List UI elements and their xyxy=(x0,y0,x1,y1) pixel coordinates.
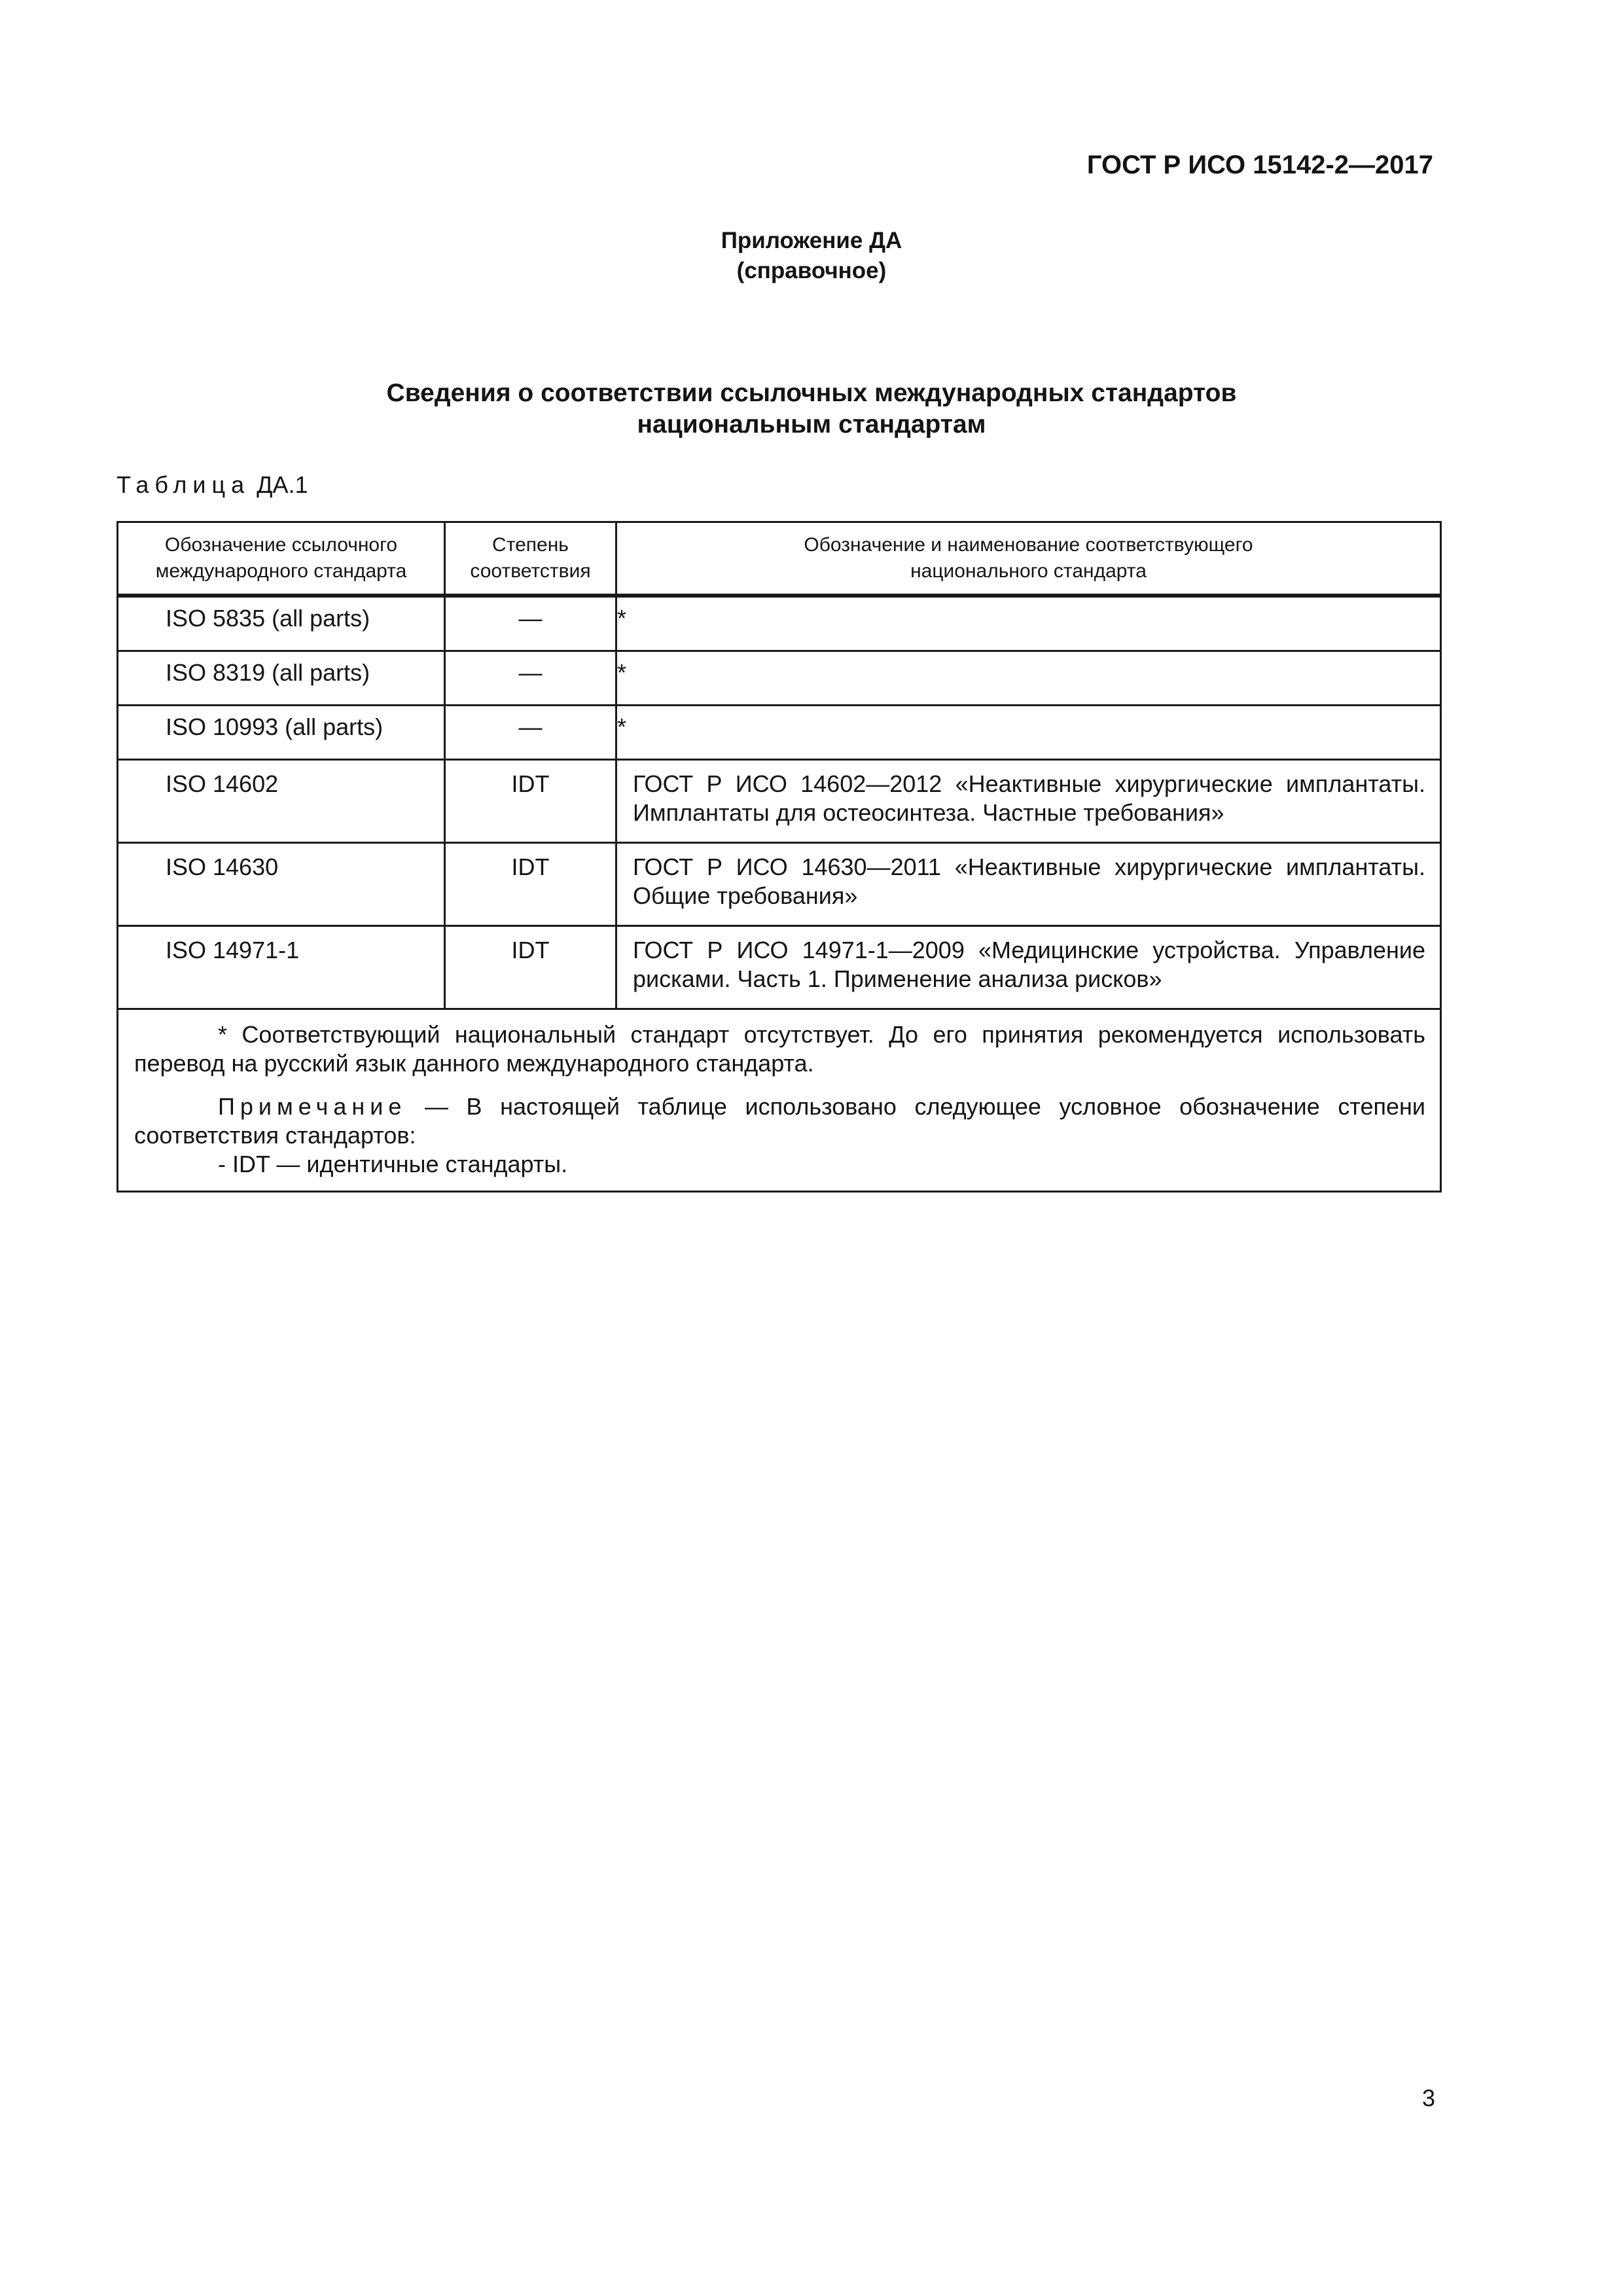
header-international-standard: Обозначение ссылочного международного стандарта xyxy=(118,522,445,596)
cell-national-standard: * xyxy=(616,706,1441,760)
table-caption xyxy=(116,471,308,499)
cell-degree: IDT xyxy=(445,926,616,1009)
table-row xyxy=(118,596,1441,651)
note-item: - IDT — идентичные стандарты. xyxy=(218,1151,568,1177)
table-footnote: * Соответствующий национальный стандарт отсутствует. До его принятия рекомендуется использовать перевод на русский язык данного международного стандарта. xyxy=(134,1021,1425,1077)
header-national-standard: Обозначение и наименование соответствующего национального стандарта xyxy=(616,522,1441,596)
cell-national-standard: * xyxy=(616,596,1441,651)
table-row xyxy=(118,843,1441,926)
table-row xyxy=(118,926,1441,1009)
table-row xyxy=(118,760,1441,843)
cell-international-standard: ISO 8319 (all parts) xyxy=(118,651,445,706)
table-notes xyxy=(118,1009,1441,1192)
cell-international-standard: ISO 14630 xyxy=(118,843,445,926)
cell-national-standard: ГОСТ Р ИСО 14602—2012 «Неактивные хирургические имплантаты. Имплантаты для остеосинтеза. Частные требования» xyxy=(616,760,1441,843)
cell-degree: — xyxy=(445,651,616,706)
table-row xyxy=(118,706,1441,760)
cell-national-standard: * xyxy=(616,651,1441,706)
appendix-kind: (справочное) xyxy=(736,258,887,283)
note-text: — В настоящей таблице использовано следующее условное обозначение степени соответствия стандартов: xyxy=(134,1093,1425,1149)
cell-degree: IDT xyxy=(445,843,616,926)
cell-national-standard: ГОСТ Р ИСО 14630—2011 «Неактивные хирургические имплантаты. Общие требования» xyxy=(616,843,1441,926)
note-label: Примечание xyxy=(218,1093,407,1120)
page-number: 3 xyxy=(1421,2085,1435,2111)
section-heading-line1: Сведения о соответствии ссылочных международных стандартов xyxy=(386,379,1237,407)
cell-international-standard: ISO 10993 (all parts) xyxy=(118,706,445,760)
cell-national-standard: ГОСТ Р ИСО 14971-1—2009 «Медицинские устройства. Управление рисками. Часть 1. Применение анализа рисков» xyxy=(616,926,1441,1009)
appendix-title: Приложение ДА xyxy=(721,228,902,253)
header-degree: Степень соответствия xyxy=(445,522,616,596)
table-caption-word: Таблица xyxy=(116,471,251,498)
cell-degree: — xyxy=(445,706,616,760)
cell-degree: — xyxy=(445,596,616,651)
cell-degree: IDT xyxy=(445,760,616,843)
table-note xyxy=(134,1092,1425,1150)
document-code: ГОСТ Р ИСО 15142-2—2017 xyxy=(1086,151,1433,179)
table-caption-number: ДА.1 xyxy=(257,471,308,498)
table-row xyxy=(118,651,1441,706)
correspondence-table xyxy=(116,521,1442,1193)
table-notes-row xyxy=(118,1009,1441,1192)
table-header-row xyxy=(118,522,1441,596)
cell-international-standard: ISO 14602 xyxy=(118,760,445,843)
section-heading-line2: национальным стандартам xyxy=(637,410,986,439)
cell-international-standard: ISO 14971-1 xyxy=(118,926,445,1009)
cell-international-standard: ISO 5835 (all parts) xyxy=(118,596,445,651)
